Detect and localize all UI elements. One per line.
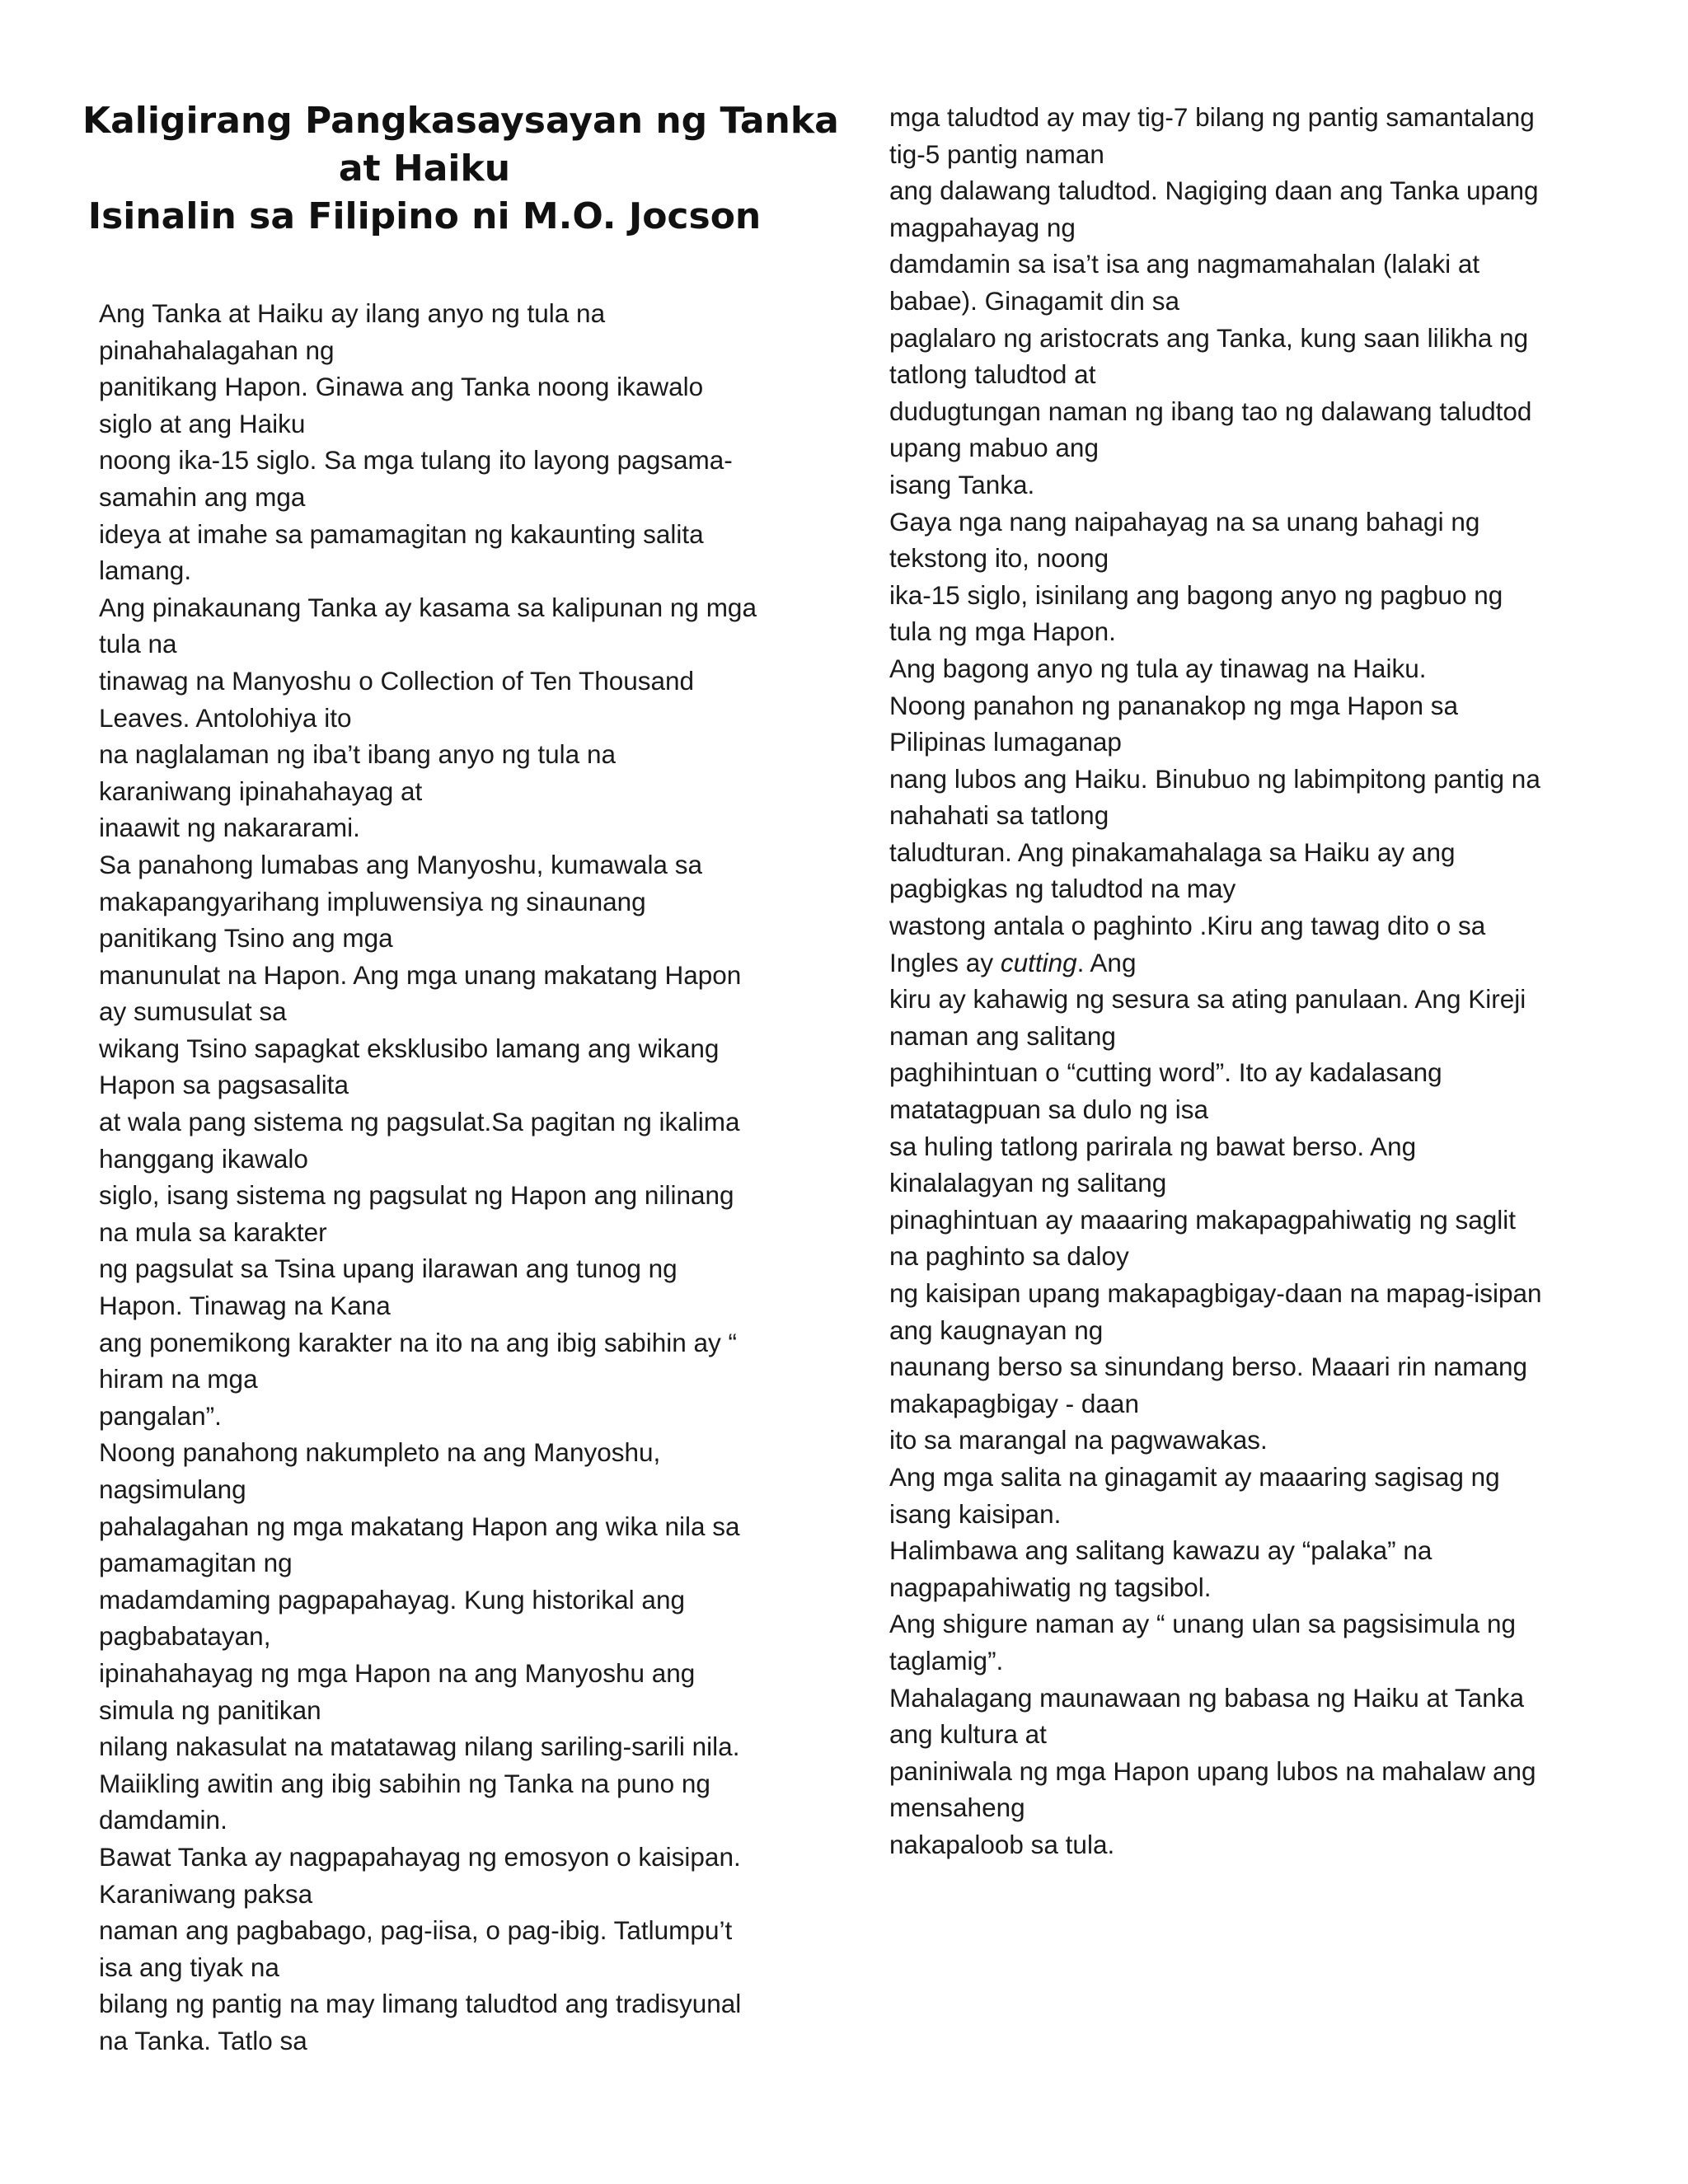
body-text-line: at wala pang sistema ng pagsulat.Sa pagitan ng ikalima (99, 1107, 740, 1137)
body-text-line: paghihintuan o “cutting word”. Ito ay kadalasang (889, 1057, 1442, 1088)
body-text-line: Noong panahong nakumpleto na ang Manyoshu, (99, 1437, 661, 1468)
body-text-line: Ang pinakaunang Tanka ay kasama sa kalipunan ng mga (99, 592, 757, 622)
body-text-line: hiram na mga (99, 1364, 258, 1394)
body-text-line: paglalaro ng aristocrats ang Tanka, kung saan lilikha ng (889, 322, 1529, 353)
body-text-line: wikang Tsino sapagkat eksklusibo lamang ang wikang (99, 1033, 720, 1063)
body-text-line: ang kaugnayan ng (889, 1315, 1104, 1345)
body-text-line: nang lubos ang Haiku. Binubuo ng labimpitong pantig na (889, 763, 1540, 794)
body-text-line: bilang ng pantig na may limang taludtod ang tradisyunal (99, 1989, 742, 2019)
body-text-line: pinahahalagahan ng (99, 335, 335, 365)
body-text-line: na mula sa karakter (99, 1216, 327, 1247)
body-text-line: kiru ay kahawig ng sesura sa ating panulaan. Ang Kireji (889, 984, 1526, 1015)
body-text-line: isa ang tiyak na (99, 1952, 279, 1982)
body-text-line: naunang berso sa sinundang berso. Maaari rin namang (889, 1352, 1528, 1382)
body-text-line: pagbabatayan, (99, 1621, 271, 1652)
body-text-line: ang ponemikong karakter na ito na ang ibig sabihin ay “ (99, 1327, 737, 1357)
body-text-line: ang dalawang taludtod. Nagiging daan ang Tanka upang (889, 176, 1539, 206)
body-text-line: pangalan”. (99, 1400, 222, 1431)
body-text-line: ika-15 siglo, isinilang ang bagong anyo ng pagbuo ng (889, 579, 1503, 610)
body-text-line: Maiikling awitin ang ibig sabihin ng Tanka na puno ng (99, 1768, 710, 1798)
body-text-line: madamdaming pagpapahayag. Kung historikal ang (99, 1584, 685, 1615)
body-text-line: matatagpuan sa dulo ng isa (889, 1094, 1209, 1125)
body-text-line: lamang. (99, 555, 192, 586)
body-text-line: isang kaisipan. (889, 1498, 1062, 1529)
italic-term: cutting (1000, 947, 1077, 977)
body-text-line: paniniwala ng mga Hapon upang lubos na mahalaw ang (889, 1755, 1536, 1786)
body-text-line: pagbigkas ng taludtod na may (889, 874, 1236, 904)
body-text-line: Hapon. Tinawag na Kana (99, 1291, 391, 1321)
body-text-line: damdamin. (99, 1805, 227, 1835)
body-text-line: ng pagsulat sa Tsina upang ilarawan ang tunog ng (99, 1254, 678, 1284)
body-text-line: magpahayag ng (889, 212, 1076, 242)
document-title (82, 97, 839, 241)
body-text-line: Gaya nga nang naipahayag na sa unang bahagi ng (889, 506, 1480, 537)
body-text-line: ay sumusulat sa (99, 996, 287, 1027)
body-text-line: panitikang Tsino ang mga (99, 923, 393, 954)
text-segment: . Ang (1076, 947, 1137, 977)
body-text-line: karaniwang ipinahahayag at (99, 776, 423, 806)
body-text-line: hanggang ikawalo (99, 1143, 308, 1174)
title-line-3: Isinalin sa Filipino ni M.O. Jocson (87, 195, 762, 237)
body-text-line: Leaves. Antolohiya ito (99, 702, 352, 733)
body-text-line: na Tanka. Tatlo sa (99, 2025, 307, 2055)
body-text-line: ang kultura at (889, 1719, 1047, 1750)
title-line-2: at Haiku (338, 148, 511, 190)
body-text-line: upang mabuo ang (889, 433, 1099, 463)
body-text-line: damdamin sa isa’t isa ang nagmamahalan (lalaki at (889, 249, 1480, 279)
body-text-line: kinalalagyan ng salitang (889, 1168, 1167, 1198)
body-text-line: nagpapahiwatig ng tagsibol. (889, 1572, 1212, 1602)
body-text-line: naman ang salitang (889, 1020, 1116, 1051)
body-text-line: simula ng panitikan (99, 1694, 321, 1725)
body-text-line: pahalagahan ng mga makatang Hapon ang wika nila sa (99, 1511, 740, 1541)
body-text-line: ng kaisipan upang makapagbigay-daan na mapag-isipan (889, 1278, 1542, 1308)
body-text-line: nakapaloob sa tula. (889, 1829, 1115, 1859)
body-text-line: isang Tanka. (889, 469, 1035, 499)
body-text-line: siglo at ang Haiku (99, 408, 306, 438)
body-text-line: makapangyarihang impluwensiya ng sinaunang (99, 886, 646, 916)
body-text-line: nahahati sa tatlong (889, 800, 1109, 831)
body-text-line: nagsimulang (99, 1474, 246, 1504)
body-text-line: na naglalaman ng iba’t ibang anyo ng tula na (99, 739, 616, 770)
body-text-line: ipinahahayag ng mga Hapon na ang Manyoshu ang (99, 1657, 696, 1688)
left-column (99, 295, 808, 2060)
body-text-line: tula na (99, 629, 177, 659)
body-text-line: taludturan. Ang pinakamahalaga sa Haiku ay ang (889, 837, 1456, 867)
body-text-line: panitikang Hapon. Ginawa ang Tanka noong ikawalo (99, 372, 704, 402)
body-text-line: pinaghintuan ay maaaring makapagpahiwatig ng saglit (889, 1204, 1517, 1235)
body-text-line: manunulat na Hapon. Ang mga unang makatang Hapon (99, 959, 742, 990)
body-text-line: Ang Tanka at Haiku ay ilang anyo ng tula na (99, 298, 606, 328)
body-text-line: wastong antala o paghinto .Kiru ang tawag dito o sa (889, 911, 1486, 941)
body-text-line: na paghinto sa daloy (889, 1241, 1129, 1272)
body-text-line: dudugtungan naman ng ibang tao ng dalawang taludtod (889, 396, 1532, 426)
body-text-line: Mahalagang maunawaan ng babasa ng Haiku at Tanka (889, 1682, 1524, 1713)
body-text-line: noong ika-15 siglo. Sa mga tulang ito layong pagsama- (99, 445, 733, 476)
title-line-1: Kaligirang Pangkasaysayan ng Tanka (82, 100, 839, 142)
body-text-line (889, 944, 1615, 982)
body-text-line: siglo, isang sistema ng pagsulat ng Hapon ang nilinang (99, 1180, 734, 1211)
body-text-line: Ang bagong anyo ng tula ay tinawag na Haiku. (889, 653, 1427, 683)
body-text-line: ideya at imahe sa pamamagitan ng kakaunting salita (99, 518, 704, 549)
body-text-line: mensaheng (889, 1793, 1025, 1823)
body-text-line: inaawit ng nakararami. (99, 813, 360, 843)
body-text-line: taglamig”. (889, 1645, 1004, 1675)
body-text-line: Halimbawa ang salitang kawazu ay “palaka” na (889, 1535, 1432, 1566)
body-text-line: Bawat Tanka ay nagpapahayag ng emosyon o kaisipan. (99, 1841, 741, 1872)
body-text-line: Pilipinas lumaganap (889, 727, 1122, 757)
body-text-line: ito sa marangal na pagwawakas. (889, 1425, 1268, 1455)
body-text-line: tig-5 pantig naman (889, 138, 1104, 169)
body-text-line: tula ng mga Hapon. (889, 616, 1116, 647)
body-text-line: mga taludtod ay may tig-7 bilang ng pantig samantalang (889, 102, 1535, 132)
body-text-line: Hapon sa pagsasalita (99, 1070, 349, 1100)
body-text-line: nilang nakasulat na matatawag nilang sariling-sarili nila. (99, 1732, 740, 1762)
text-segment: Ingles ay (889, 947, 1001, 977)
body-text-line: Sa panahong lumabas ang Manyoshu, kumawala sa (99, 849, 702, 879)
body-text-line: makapagbigay - daan (889, 1388, 1139, 1418)
body-text-line: babae). Ginagamit din sa (889, 285, 1179, 316)
body-text-line: Ang shigure naman ay “ unang ulan sa pagsisimula ng (889, 1609, 1516, 1639)
body-text-line: naman ang pagbabago, pag-iisa, o pag-ibig. Tatlumpu’t (99, 1915, 733, 1946)
right-column (889, 99, 1615, 1863)
body-text-line: pamamagitan ng (99, 1548, 293, 1578)
body-text-line: tatlong taludtod at (889, 359, 1096, 390)
body-text-line: tinawag na Manyoshu o Collection of Ten Thousand (99, 665, 695, 696)
body-text-line: Noong panahon ng pananakop ng mga Hapon sa (889, 690, 1459, 720)
body-text-line: Ang mga salita na ginagamit ay maaaring sagisag ng (889, 1461, 1500, 1492)
body-text-line: Karaniwang paksa (99, 1878, 313, 1909)
body-text-line: tekstong ito, noong (889, 543, 1109, 574)
body-text-line: samahin ang mga (99, 481, 306, 512)
body-text-line: sa huling tatlong parirala ng bawat berso. Ang (889, 1131, 1417, 1161)
